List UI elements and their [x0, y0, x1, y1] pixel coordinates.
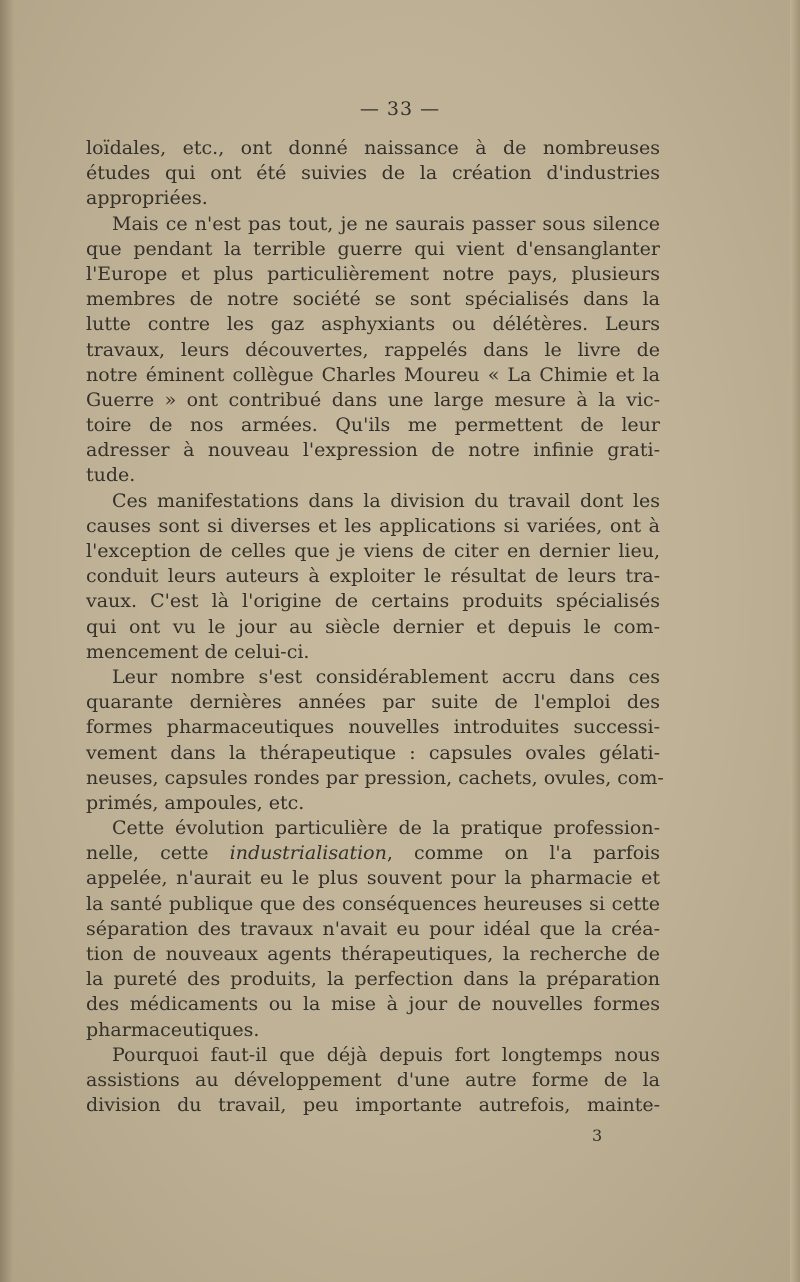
text-line: vaux. C'est là l'origine de certains produits spécialisés: [86, 590, 660, 613]
italic-term: industrialisation: [229, 842, 387, 865]
text-line: tude.: [86, 464, 136, 487]
text-line: Ces manifestations dans la division du travail dont les: [112, 489, 660, 512]
text-line: études qui ont été suivies de la création d'industries: [86, 162, 660, 185]
text-line: primés, ampoules, etc.: [86, 791, 305, 814]
text-line: loïdales, etc., ont donné naissance à de nombreuses: [86, 137, 660, 159]
text-line: assistions au développement d'une autre forme de la: [86, 1068, 660, 1091]
text-line: conduit leurs auteurs à exploiter le résultat de leurs tra-: [86, 565, 660, 588]
page-binding-edge: [0, 0, 14, 1282]
text-line: Mais ce n'est pas tout, je ne saurais passer sous silence: [112, 212, 660, 235]
text-line: appropriées.: [86, 187, 208, 210]
text-line: adresser à nouveau l'expression de notre infinie grati-: [86, 439, 660, 462]
text-line: travaux, leurs découvertes, rappelés dans le livre de: [86, 338, 660, 361]
text-line: Guerre » ont contribué dans une large mesure à la vic-: [86, 388, 660, 411]
text-line: formes pharmaceutiques nouvelles introduites successi-: [86, 716, 660, 739]
text-line: causes sont si diverses et les applications si variées, ont à: [86, 514, 660, 537]
text-line: lutte contre les gaz asphyxiants ou délétères. Leurs: [86, 313, 660, 336]
page-outer-edge: [790, 0, 800, 1282]
printer-signature-mark: 3: [592, 1126, 603, 1145]
text-line: la pureté des produits, la perfection dans la préparation: [86, 968, 660, 991]
text-line: l'Europe et plus particulièrement notre pays, plusieurs: [86, 262, 660, 285]
text-line-with-italic: [86, 841, 660, 866]
text-line: qui ont vu le jour au siècle dernier et depuis le com-: [86, 615, 660, 638]
page-number-header: — 33 —: [359, 98, 441, 120]
text-line: appelée, n'aurait eu le plus souvent pour la pharmacie et: [86, 867, 660, 890]
text-fragment: , comme on l'a parfois: [386, 842, 661, 865]
text-line: toire de nos armées. Qu'ils me permettent de leur: [86, 414, 660, 437]
text-line: Leur nombre s'est considérablement accru dans ces: [112, 665, 660, 688]
text-line: des médicaments ou la mise à jour de nouvelles formes: [86, 993, 660, 1016]
text-line: séparation des travaux n'avait eu pour idéal que la créa-: [86, 917, 660, 940]
text-line: Cette évolution particulière de la pratique profession-: [112, 817, 660, 840]
text-line: Pourquoi faut-il que déjà depuis fort longtemps nous: [112, 1043, 660, 1066]
text-line: que pendant la terrible guerre qui vient d'ensanglanter: [86, 237, 660, 260]
text-fragment: nelle, cette: [86, 842, 230, 865]
text-line: vement dans la thérapeutique : capsules ovales gélati-: [86, 741, 660, 764]
text-line: l'exception de celles que je viens de citer en dernier lieu,: [86, 540, 660, 562]
text-line: la santé publique que des conséquences heureuses si cette: [86, 892, 660, 915]
body-text: [86, 136, 664, 1118]
text-line: mencement de celui-ci.: [86, 640, 310, 663]
text-line: pharmaceutiques.: [86, 1018, 260, 1041]
text-line: neuses, capsules rondes par pression, cachets, ovules, com-: [86, 766, 664, 789]
text-line: quarante dernières années par suite de l'emploi des: [86, 691, 660, 714]
text-line: membres de notre société se sont spécialisés dans la: [86, 288, 660, 311]
text-line: division du travail, peu importante autrefois, mainte-: [86, 1094, 660, 1117]
text-line: tion de nouveaux agents thérapeutiques, la recherche de: [86, 943, 660, 965]
text-line: notre éminent collègue Charles Moureu « La Chimie et la: [86, 363, 660, 386]
